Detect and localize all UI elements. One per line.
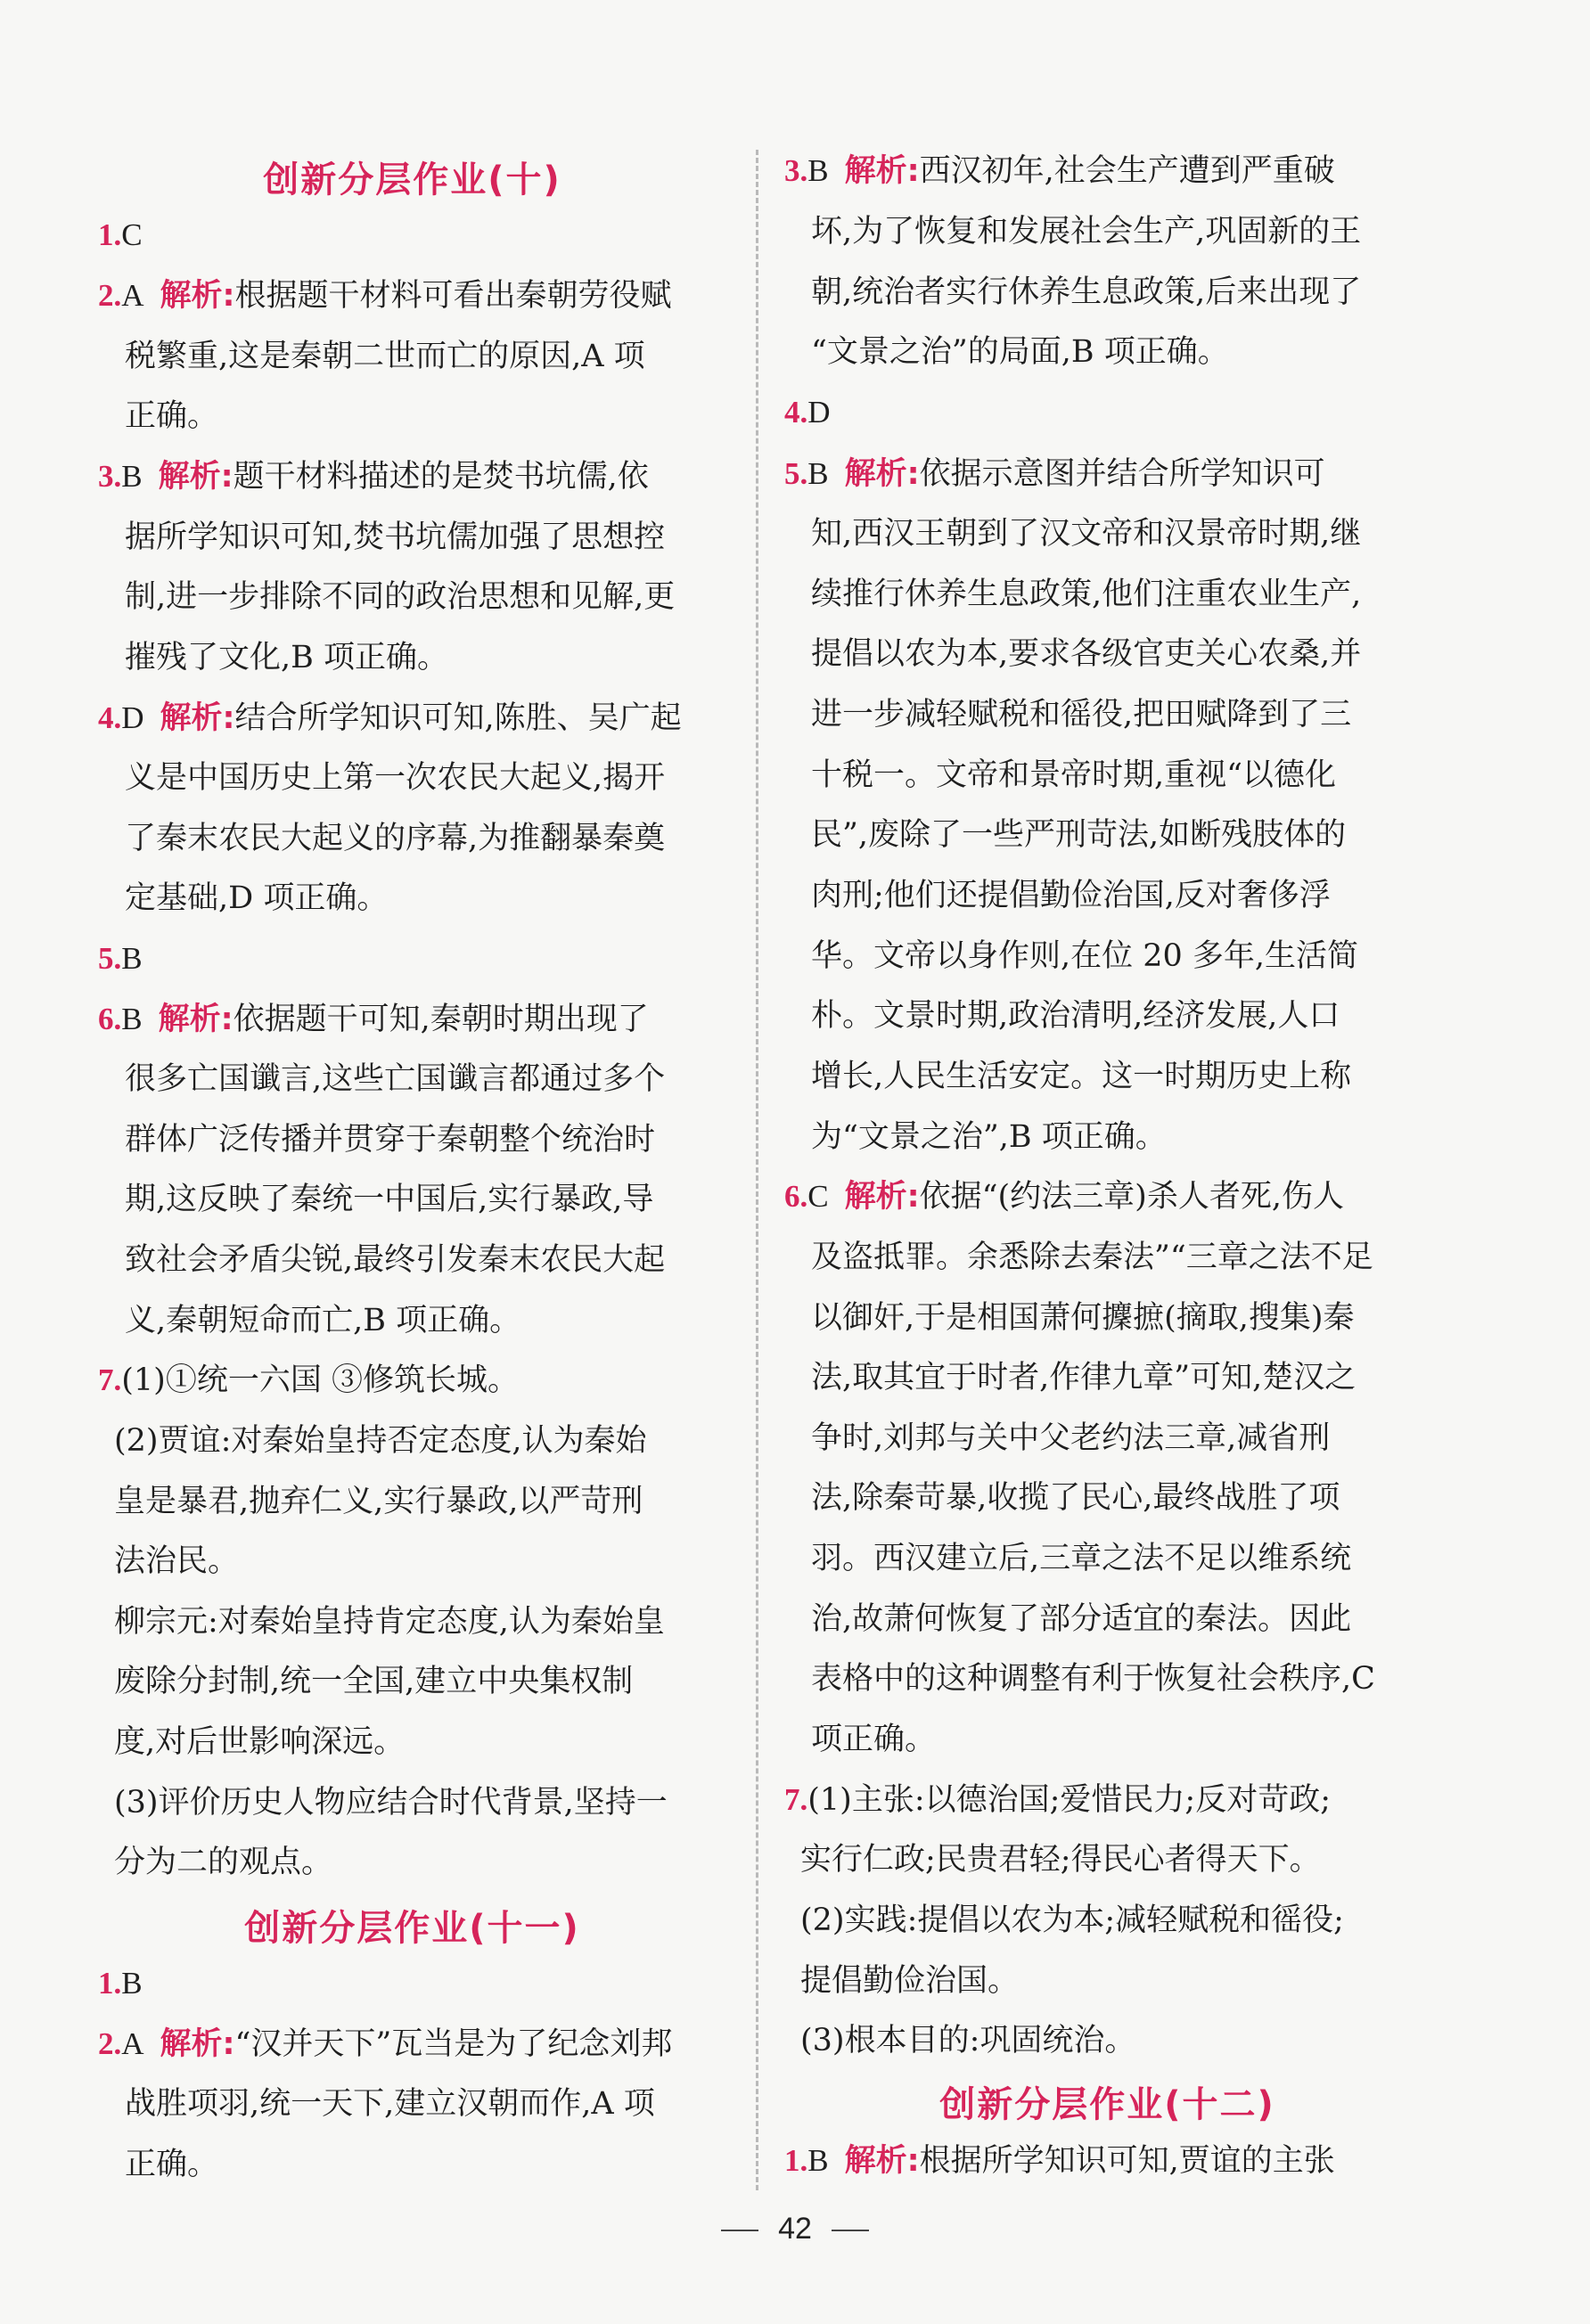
text-line: 表格中的这种调整有利于恢复社会秩序,C xyxy=(811,1661,1375,1697)
text-line: 治,故萧何恢复了部分适宜的秦法。因此 xyxy=(811,1601,1352,1637)
text-line: 提倡以农为本,要求各级官吏关心农桑,并 xyxy=(811,636,1362,672)
q5-line xyxy=(98,941,143,977)
text-line: 柳宗元:对秦始皇持肯定态度,认为秦始皇 xyxy=(114,1604,665,1640)
r7-line xyxy=(784,1782,1331,1818)
r3-line xyxy=(784,153,1335,189)
r6-line xyxy=(784,1179,1344,1215)
q3-line xyxy=(98,459,649,495)
q7-line xyxy=(98,1362,519,1398)
text-line: 很多亡国谶言,这些亡国谶言都通过多个 xyxy=(125,1061,666,1097)
text-line: 摧残了文化,B 项正确。 xyxy=(125,640,448,675)
q-number: 5. xyxy=(98,941,122,976)
text-line: 羽。西汉建立后,三章之法不足以维系统 xyxy=(811,1541,1352,1576)
q-number: 1. xyxy=(784,2143,808,2178)
q2-line xyxy=(98,278,672,314)
b2-line xyxy=(98,2026,672,2062)
text-line: 华。文帝以身作则,在位 20 多年,生活简 xyxy=(811,938,1359,974)
q-answer: A xyxy=(121,2026,144,2061)
q-number: 1. xyxy=(98,1966,122,2001)
section-title: 创新分层作业(十二) xyxy=(939,2084,1275,2125)
text-line: 义是中国历史上第一次农民大起义,揭开 xyxy=(125,760,666,796)
text: 西汉初年,社会生产遭到严重破 xyxy=(919,153,1335,189)
text-line: (2)实践:提倡以农为本;减轻赋税和徭役; xyxy=(800,1903,1344,1938)
text-line: 续推行休养生息政策,他们注重农业生产, xyxy=(811,577,1362,612)
c1-line xyxy=(784,2143,1335,2179)
text-line: (3)评价历史人物应结合时代背景,坚持一 xyxy=(114,1785,668,1821)
q-number: 5. xyxy=(784,456,808,491)
text: (1)主张:以德治国;爱惜民力;反对苛政; xyxy=(807,1782,1331,1818)
text-line: 群体广泛传播并贯穿于秦朝整个统治时 xyxy=(125,1122,656,1158)
q-number: 7. xyxy=(98,1362,122,1397)
text-line: 了秦末农民大起义的序幕,为推翻暴秦奠 xyxy=(125,821,666,856)
text-line: 实行仁政;民贵君轻;得民心者得天下。 xyxy=(800,1842,1321,1878)
section-title: 创新分层作业(十) xyxy=(263,160,561,200)
text: “汉并天下”瓦当是为了纪念刘邦 xyxy=(234,2026,673,2062)
text: (1)①统一六国 ③修筑长城。 xyxy=(121,1362,519,1398)
text-line: 据所学知识可知,焚书坑儒加强了思想控 xyxy=(125,520,666,555)
text-line: 提倡勤俭治国。 xyxy=(800,1963,1020,1999)
page-footer xyxy=(0,2212,1590,2246)
text-line: 以御奸,于是相国萧何攈摭(摘取,搜集)秦 xyxy=(811,1300,1355,1336)
text-line: 期,这反映了秦统一中国后,实行暴政,导 xyxy=(125,1182,654,1217)
q-answer: B xyxy=(807,456,829,491)
section-title: 创新分层作业(十一) xyxy=(244,1908,580,1949)
q4-line xyxy=(98,700,682,736)
q-number: 7. xyxy=(784,1782,808,1817)
q-number: 6. xyxy=(784,1179,808,1214)
text-line: 争时,刘邦与关中父老约法三章,减省刑 xyxy=(811,1420,1331,1456)
text-line: 朝,统治者实行休养生息政策,后来出现了 xyxy=(811,274,1362,310)
q-number: 6. xyxy=(98,1002,122,1036)
q-answer: B xyxy=(121,459,143,494)
text-line: 致社会矛盾尖锐,最终引发秦末农民大起 xyxy=(125,1242,666,1278)
text-line: 法治民。 xyxy=(114,1543,240,1579)
analysis-label: 解析: xyxy=(844,153,920,189)
text-line: 为“文景之治”,B 项正确。 xyxy=(811,1119,1167,1155)
q-answer: D xyxy=(121,700,144,735)
text: 依据题干可知,秦朝时期出现了 xyxy=(233,1002,649,1037)
text-line: (2)贾谊:对秦始皇持否定态度,认为秦始 xyxy=(114,1423,647,1459)
text-line: 坏,为了恢复和发展社会生产,巩固新的王 xyxy=(811,214,1362,250)
analysis-label: 解析: xyxy=(844,2143,920,2179)
text-line: 度,对后世影响深远。 xyxy=(114,1724,406,1760)
text-line: “文景之治”的局面,B 项正确。 xyxy=(811,334,1229,370)
q-number: 4. xyxy=(784,395,808,430)
text-line: (3)根本目的:巩固统治。 xyxy=(800,2023,1136,2058)
text: 依据“(约法三章)杀人者死,伤人 xyxy=(919,1179,1344,1215)
text-line: 制,进一步排除不同的政治思想和见解,更 xyxy=(125,579,676,615)
q-number: 3. xyxy=(784,153,808,188)
analysis-label: 解析: xyxy=(160,700,235,736)
text-line: 法,除秦苛暴,收揽了民心,最终战胜了项 xyxy=(811,1480,1340,1516)
text-line: 十税一。文帝和景帝时期,重视“以德化 xyxy=(811,757,1337,793)
text-line: 皇是暴君,抛弃仁义,实行暴政,以严苛刑 xyxy=(114,1484,643,1519)
analysis-label: 解析: xyxy=(844,456,920,492)
b1-line xyxy=(98,1966,143,2001)
q-number: 2. xyxy=(98,278,122,313)
q-number: 2. xyxy=(98,2026,122,2061)
text-line: 正确。 xyxy=(125,2147,219,2182)
q-answer: B xyxy=(121,941,143,976)
text: 题干材料描述的是焚书坑儒,依 xyxy=(233,459,649,495)
q6-line xyxy=(98,1002,649,1037)
analysis-label: 解析: xyxy=(160,2026,235,2062)
analysis-label: 解析: xyxy=(158,1002,234,1037)
footer-dash-left xyxy=(721,2230,758,2231)
q-answer: B xyxy=(121,1966,143,2001)
text: 根据所学知识可知,贾谊的主张 xyxy=(919,2143,1335,2179)
text-line: 项正确。 xyxy=(811,1722,937,1757)
text-line: 法,取其宜于时者,作律九章”可知,楚汉之 xyxy=(811,1360,1356,1395)
text-line: 分为二的观点。 xyxy=(114,1845,333,1880)
r4-line xyxy=(784,395,831,430)
text-line: 增长,人民生活安定。这一时期历史上称 xyxy=(811,1059,1352,1094)
q-number: 3. xyxy=(98,459,122,494)
text-line: 正确。 xyxy=(125,398,219,434)
analysis-label: 解析: xyxy=(158,459,234,495)
text-line: 税繁重,这是秦朝二世而亡的原因,A 项 xyxy=(125,339,645,374)
text: 根据题干材料可看出秦朝劳役赋 xyxy=(234,278,672,314)
analysis-label: 解析: xyxy=(160,278,235,314)
column-divider xyxy=(756,150,758,2190)
q1-line xyxy=(98,217,143,253)
text: 依据示意图并结合所学知识可 xyxy=(919,456,1325,492)
q-number: 1. xyxy=(98,217,122,252)
analysis-label: 解析: xyxy=(844,1179,920,1215)
text-line: 进一步减轻赋税和徭役,把田赋降到了三 xyxy=(811,697,1352,732)
text-line: 知,西汉王朝到了汉文帝和汉景帝时期,继 xyxy=(811,516,1362,552)
q-answer: B xyxy=(807,2143,829,2178)
text-line: 废除分封制,统一全国,建立中央集权制 xyxy=(114,1664,634,1699)
q-number: 4. xyxy=(98,700,122,735)
q-answer: A xyxy=(121,278,144,313)
text-line: 朴。文景时期,政治清明,经济发展,人口 xyxy=(811,998,1340,1034)
q-answer: C xyxy=(807,1179,829,1214)
q-answer: D xyxy=(807,395,831,430)
text-line: 战胜项羽,统一天下,建立汉朝而作,A 项 xyxy=(125,2086,655,2122)
text-line: 义,秦朝短命而亡,B 项正确。 xyxy=(125,1303,521,1338)
text-line: 民”,废除了一些严刑苛法,如断残肢体的 xyxy=(811,817,1347,853)
footer-dash-right xyxy=(832,2230,869,2231)
q-answer: B xyxy=(807,153,829,188)
q-answer: C xyxy=(121,217,143,252)
text: 结合所学知识可知,陈胜、吴广起 xyxy=(234,700,682,736)
q-answer: B xyxy=(121,1002,143,1036)
text-line: 肉刑;他们还提倡勤俭治国,反对奢侈浮 xyxy=(811,878,1331,913)
text-line: 定基础,D 项正确。 xyxy=(125,880,389,916)
text-line: 及盗抵罪。余悉除去秦法”“三章之法不足 xyxy=(811,1240,1373,1275)
page-number: 42 xyxy=(778,2212,812,2246)
r5-line xyxy=(784,456,1325,492)
